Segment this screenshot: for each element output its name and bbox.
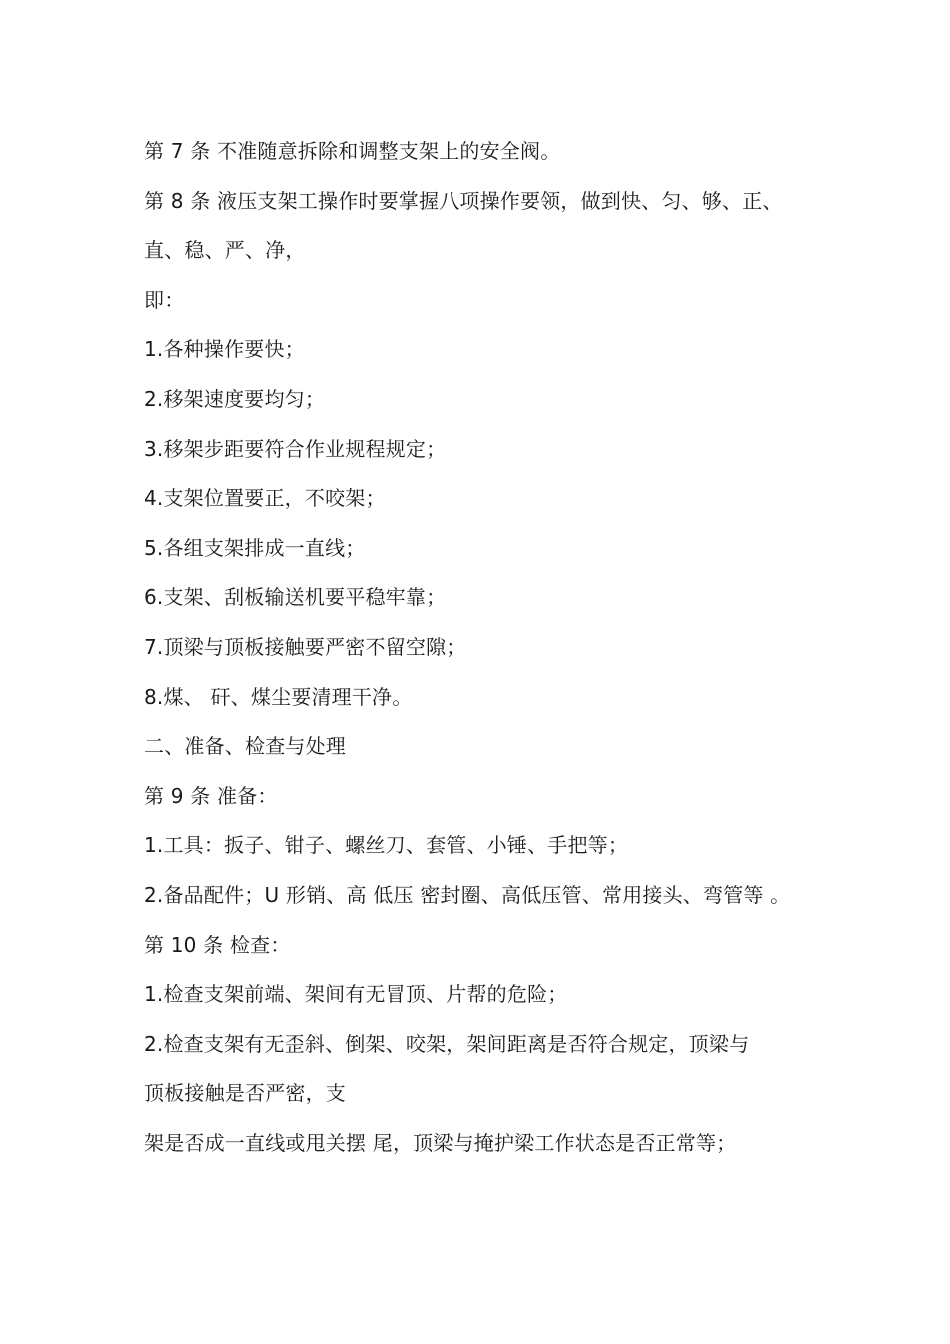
article-10-line: 第 10 条 检查： — [144, 932, 291, 957]
list-item: 7.顶梁与顶板接触要严密不留空隙； — [144, 634, 467, 659]
article-8-line: 第 8 条 液压支架工操作时要掌握八项操作要领，做到快、匀、够、正、 — [144, 188, 783, 213]
article-7-line: 第 7 条 不准随意拆除和调整支架上的安全阀。 — [144, 139, 561, 163]
list-item: 5.各组支架排成一直线； — [144, 535, 366, 560]
article-9-line: 第 9 条 准备： — [144, 783, 278, 808]
namely-line: 即： — [144, 287, 185, 312]
document-body — [144, 134, 834, 1175]
list-item: 2.检查支架有无歪斜、倒架、咬架，架间距离是否符合规定，顶梁与 — [144, 1031, 750, 1056]
list-item: 3.移架步距要符合作业规程规定； — [144, 436, 447, 461]
list-item: 8.煤、 矸、煤尘要清理干净。 — [144, 684, 413, 709]
list-item: 4.支架位置要正，不咬架； — [144, 486, 386, 511]
list-item: 6.支架、刮板输送机要平稳牢靠； — [144, 585, 447, 610]
list-item: 1.各种操作要快； — [144, 337, 305, 362]
section-heading: 二、准备、检查与处理 — [144, 734, 346, 759]
list-item: 2.备品配件；U 形销、高 低压 密封圈、高低压管、常用接头、弯管等 。 — [144, 882, 791, 907]
list-item-continuation: 顶板接触是否严密，支 — [144, 1081, 346, 1106]
list-item: 1.检查支架前端、架间有无冒顶、片帮的危险； — [144, 982, 568, 1007]
list-item-continuation: 架是否成一直线或甩关摆 尾，顶梁与掩护梁工作状态是否正常等； — [144, 1130, 737, 1155]
list-item: 2.移架速度要均匀； — [144, 386, 326, 411]
article-8-continuation: 直、稳、严、净， — [144, 238, 306, 263]
list-item: 1.工具：扳子、钳子、螺丝刀、套管、小锤、手把等； — [144, 833, 629, 858]
